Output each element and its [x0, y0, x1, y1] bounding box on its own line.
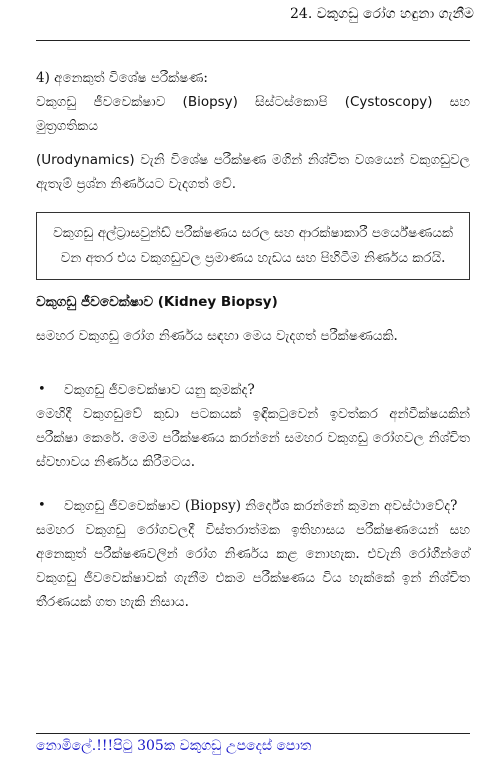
kidney-biopsy-heading: වකුගඩු ජීවවෙක්ෂාව (Kidney Biopsy) [36, 294, 278, 310]
section-4-line-1: වකුගඩු ජීවවෙක්ෂාව (Biopsy) සිස්ටස්කොපි (Cystoscopy) සහ මුත්‍රගතිකය [36, 94, 470, 134]
ultrasound-note-box [36, 212, 470, 280]
bullet-question: වකුගඩු ජීවවෙක්ෂාව යනු කුමක්ද? [64, 382, 255, 398]
footer-divider [36, 733, 470, 734]
header-divider [36, 40, 470, 41]
bullet-icon: • [38, 498, 46, 513]
page-header: 24. වකුගඩු රෝග හඳුනා ගැනීම [290, 6, 474, 22]
bullet-question: වකුගඩු ජීවවෙක්ෂාව (Biopsy) නිර්දේශ කරන්නේ කුමන අවස්ථාවේද? [64, 498, 458, 514]
bullet-icon: • [38, 382, 46, 397]
bullet-answer: මෙහිදී වකුගඩුවේ කුඩා පටකයක් ඉඳිකටුවෙන් ඉවත්කර අන්වීක්ෂයකින් පරීක්ෂා කෙරේ. මෙම පරීක්ෂණය කරන්නේ සමහර වකුගඩු රෝගවල නිශ්චිත ස්වභාවය නිර්ණය කිරීමටය. [36, 406, 470, 470]
ultrasound-note-text: වකුගඩු අල්ට්‍රාසවුන්ඩ් පරීක්ෂණය සරල සහ ආරක්ෂාකාරී පර්යේෂණයක් වන අතර එය වකුගඩුවල ප්‍රමාණය හැඩය සහ පිහිටීම නිර්ණය කරයි. [53, 225, 453, 266]
bullet-item [36, 378, 470, 402]
bullet-item [36, 494, 470, 518]
section-4-line-2: (Urodynamics) වැනි විශේෂ පරීක්ෂණ මගින් නිශ්චිත වශයෙන් වකුගඩුවල ඇතැම් ප්‍රශ්න නිර්ණයට වැදගත් වේ. [36, 152, 470, 192]
page-content [36, 66, 470, 614]
bullet-answer: සමහර වකුගඩු රෝගවලදී විස්තරාත්මක ඉතිහාසය පරීක්ෂණයෙන් සහ අනෙකුත් පරීක්ෂණවලින් රෝග නිර්ණය කළ නොහැක. එවැනි රෝගීන්ගේ වකුගඩු ජීවවෙක්ෂාවක් ගැනීම එකම පරීක්ෂණය විය හැක්කේ ඉන් නිශ්චිත තීරණයක් ගත හැකි නිසාය. [36, 522, 470, 610]
footer-promo: නොමිලේ.!!!පිටු 305ක වකුගඩු උපදෙස් පොත [36, 738, 312, 754]
section-4-heading: 4) අනෙකුත් විශේෂ පරීක්ෂණ: [36, 70, 208, 86]
kidney-biopsy-intro: සමහර වකුගඩු රෝග නිර්ණය සඳහා මෙය වැදගත් පරීක්ෂණයකි. [36, 328, 398, 344]
